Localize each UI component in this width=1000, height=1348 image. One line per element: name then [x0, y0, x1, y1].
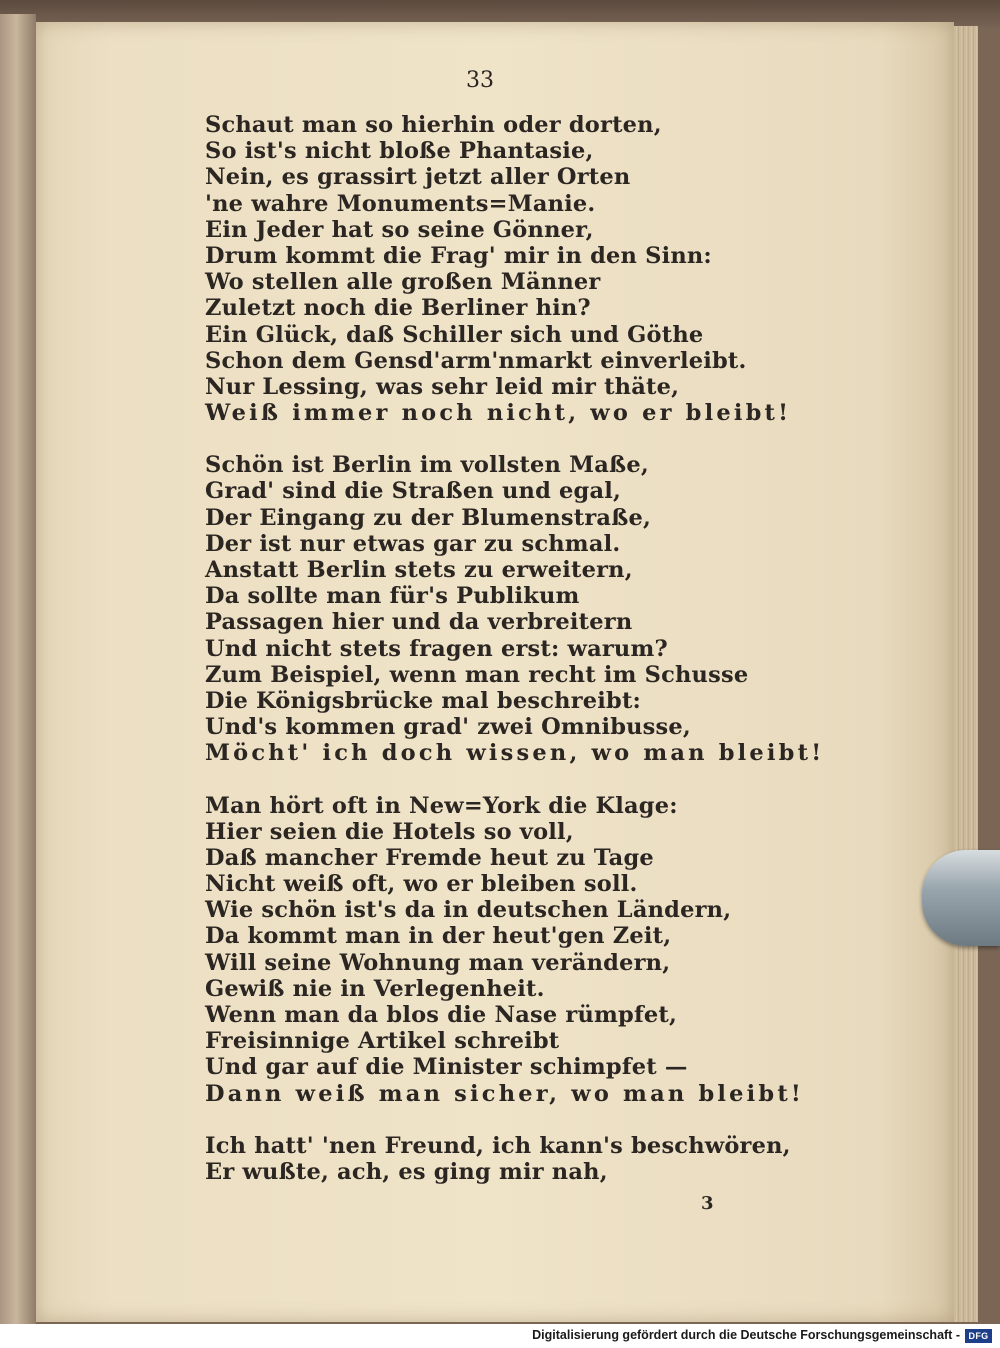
page-number: 33 [466, 68, 494, 93]
poem-line: Will seine Wohnung man verändern, [205, 949, 671, 976]
poem-line: Der ist nur etwas gar zu schmal. [205, 530, 621, 557]
poem-line: Und nicht stets fragen erst: warum? [205, 635, 668, 662]
poem-line: Hier seien die Hotels so voll, [205, 818, 574, 845]
poem-line: So ist's nicht bloße Phantasie, [205, 138, 594, 165]
poem-line: Schaut man so hierhin oder dorten, [205, 112, 662, 138]
poem-line: Grad' sind die Straßen und egal, [205, 478, 622, 505]
poem-line: Drum kommt die Frag' mir in den Sinn: [205, 242, 712, 269]
poem-text [205, 112, 825, 1211]
poem-line: Da sollte man für's Publikum [205, 583, 580, 610]
poem-line: Wenn man da blos die Nase rümpfet, [205, 1002, 677, 1028]
poem-line: Zum Beispiel, wenn man recht im Schusse [205, 661, 749, 688]
poem-line: Nicht weiß oft, wo er bleiben soll. [205, 871, 638, 898]
poem-line: Anstatt Berlin stets zu erweitern, [205, 557, 633, 583]
stanza [205, 792, 804, 1107]
stanza [205, 1132, 791, 1185]
poem-line: Und gar auf die Minister schimpfet — [205, 1054, 688, 1081]
poem-line: Ein Jeder hat so seine Gönner, [205, 216, 594, 243]
poem-line: Freisinnige Artikel schreibt [205, 1028, 560, 1055]
poem-line: Und's kommen grad' zwei Omnibusse, [205, 714, 691, 741]
signature-mark: 3 [701, 1193, 714, 1214]
poem-line: Nein, es grassirt jetzt aller Orten [205, 164, 631, 191]
poem-line: Schon dem Gensd'arm'nmarkt einverleibt. [205, 347, 747, 374]
poem-line: Ein Glück, daß Schiller sich und Göthe [205, 321, 704, 348]
poem-line: 'ne wahre Monuments=Manie. [205, 190, 596, 217]
poem-line: Zuletzt noch die Berliner hin? [205, 295, 591, 322]
poem-line: Nur Lessing, was sehr leid mir thäte, [205, 373, 680, 400]
poem-line: Er wußte, ach, es ging mir nah, [205, 1158, 608, 1185]
poem-line: Daß mancher Fremde heut zu Tage [205, 844, 654, 871]
poem-line: Dann weiß man sicher, wo man bleibt! [205, 1080, 804, 1107]
stanza [205, 112, 792, 427]
poem-line: Schön ist Berlin im vollsten Maße, [205, 452, 649, 479]
poem-line: Wo stellen alle großen Männer [205, 269, 601, 296]
poem-line: Wie schön ist's da in deutschen Ländern, [205, 897, 732, 924]
digitization-footer [0, 1324, 1000, 1348]
poem-line: Weiß immer noch nicht, wo er bleibt! [205, 400, 792, 427]
poem-line: Möcht' ich doch wissen, wo man bleibt! [205, 740, 825, 767]
stanza [205, 452, 825, 767]
dfg-logo: DFG [965, 1329, 992, 1343]
poem-line: Da kommt man in der heut'gen Zeit, [205, 923, 672, 950]
page-stack-edge [950, 26, 978, 1322]
previous-page-edge [0, 14, 36, 1324]
poem-line: Die Königsbrücke mal beschreibt: [205, 687, 642, 714]
poem-line: Ich hatt' 'nen Freund, ich kann's beschwören, [205, 1132, 791, 1159]
poem-line: Man hört oft in New=York die Klage: [205, 792, 678, 819]
poem-line: Der Eingang zu der Blumenstraße, [205, 504, 652, 531]
poem-line: Passagen hier und da verbreitern [205, 609, 633, 636]
poem-line: Gewiß nie in Verlegenheit. [205, 975, 545, 1002]
bookmark-tab [922, 850, 1000, 946]
funding-note: Digitalisierung gefördert durch die Deutsche Forschungsgemeinschaft - [532, 1328, 960, 1342]
